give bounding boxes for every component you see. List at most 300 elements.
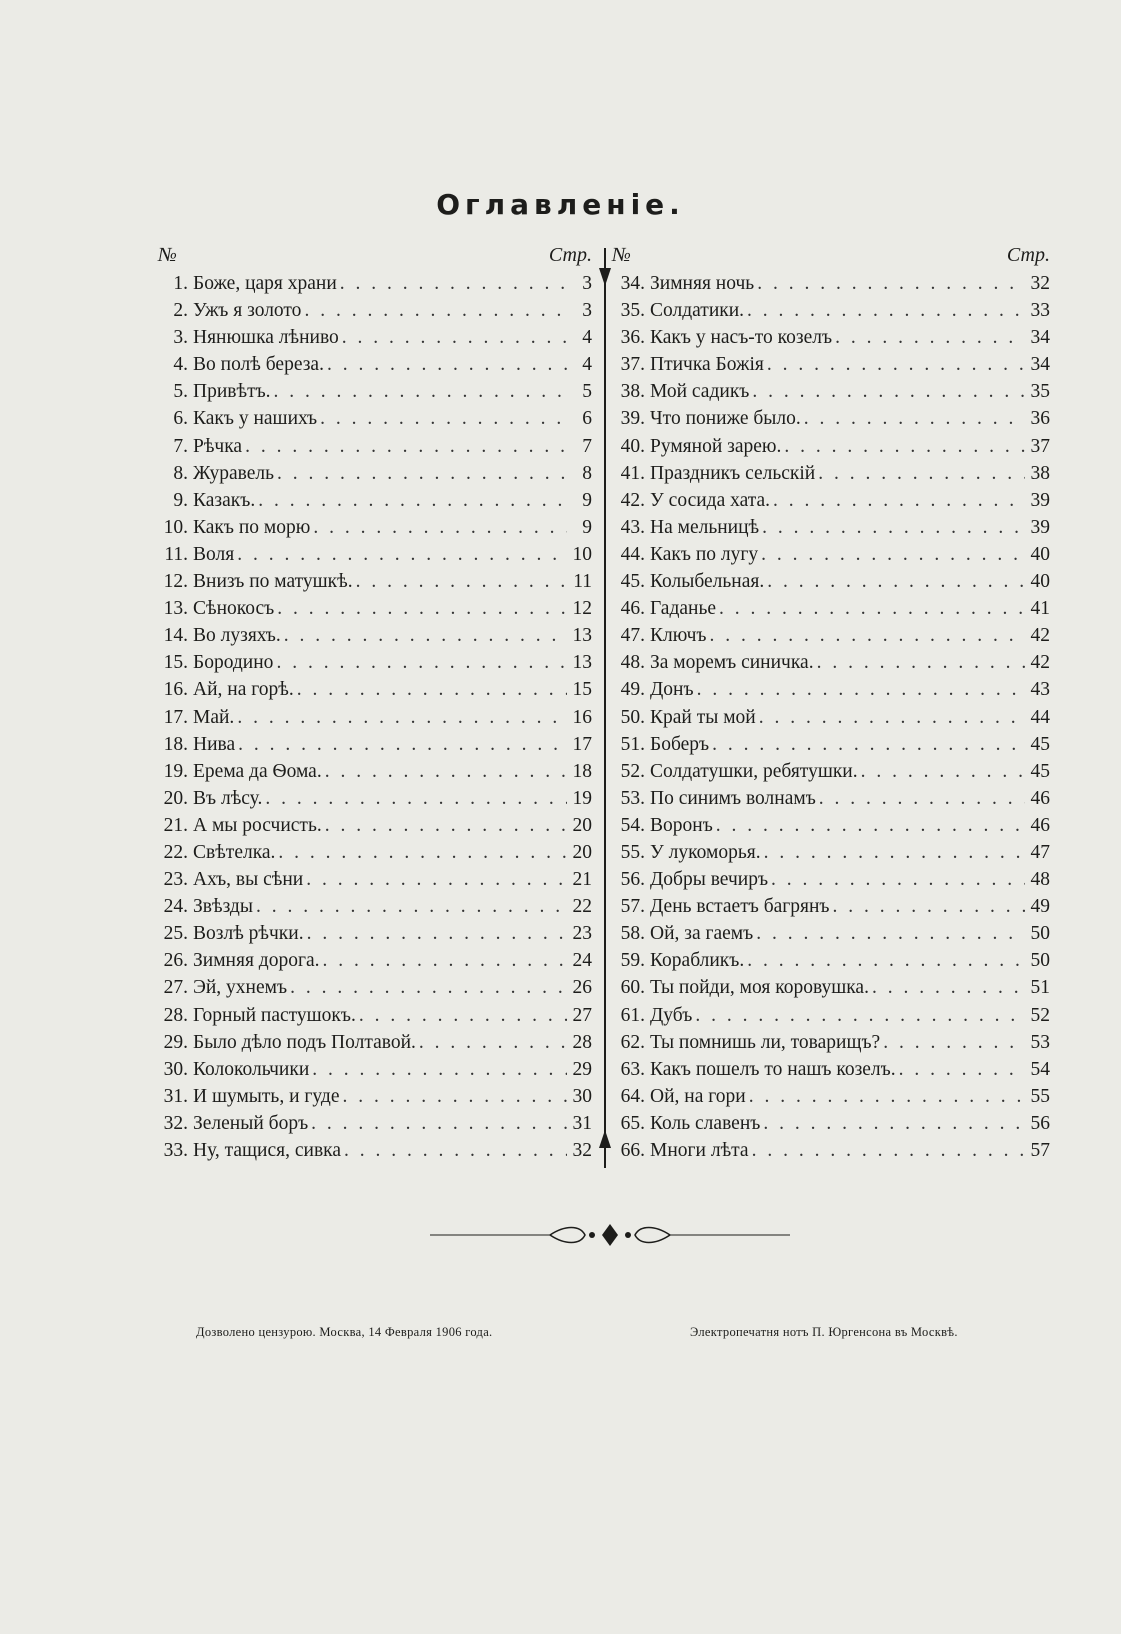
toc-entry [152, 541, 592, 568]
entry-number: 44. [620, 543, 645, 565]
entry-page: 55 [1030, 1085, 1050, 1107]
entry-number: 26. [163, 950, 188, 972]
entry-number: 4. [173, 354, 188, 376]
entry-page: 8 [582, 462, 592, 484]
entry-title: За моремъ синичка. [650, 652, 814, 674]
entry-leader-dots [340, 270, 567, 297]
entry-number: 49. [620, 679, 645, 701]
toc-entry [612, 433, 1050, 460]
entry-leader-dots [419, 1029, 567, 1056]
entry-number: 64. [620, 1085, 645, 1107]
entry-title: Боберъ [650, 733, 710, 755]
entry-title: Птичка Божія [650, 354, 764, 376]
entry-number: 36. [620, 327, 645, 349]
toc-entry [152, 351, 592, 378]
printer-note: Электропечатня нотъ П. Юргенсона въ Москвѣ. [690, 1325, 958, 1339]
entry-title: Бородино [193, 652, 274, 674]
entry-title: Ахъ, вы сѣни [193, 869, 304, 891]
toc-entry [152, 1056, 592, 1083]
entry-leader-dots [747, 947, 1025, 974]
entry-title: Журавель [193, 462, 275, 484]
entry-number: 42. [620, 489, 645, 511]
page-title: Оглавленiе. [436, 188, 685, 221]
entry-number: 21. [163, 814, 188, 836]
entry-title: Зеленый боръ [193, 1112, 309, 1134]
entry-page: 37 [1030, 435, 1050, 457]
toc-entry [612, 812, 1050, 839]
entry-leader-dots [784, 433, 1025, 460]
entry-leader-dots [697, 676, 1025, 703]
toc-entry [612, 1029, 1050, 1056]
entry-title: Май. [193, 706, 235, 728]
entry-leader-dots [757, 270, 1025, 297]
entry-page: 43 [1030, 679, 1050, 701]
toc-entry [152, 866, 592, 893]
toc-entry [152, 595, 592, 622]
entry-number: 17. [163, 706, 188, 728]
entry-number: 56. [620, 869, 645, 891]
entry-number: 24. [163, 896, 188, 918]
entry-title: Эй, ухнемъ [193, 977, 288, 999]
entry-title: Зимняя ночь [650, 273, 755, 294]
toc-right-column [612, 244, 1050, 1164]
toc-entry [612, 324, 1050, 351]
entry-page: 26 [572, 977, 592, 999]
entry-leader-dots [284, 622, 567, 649]
toc-entry [612, 405, 1050, 432]
entry-leader-dots [320, 405, 567, 432]
entry-title: Въ лѣсу. [193, 787, 263, 809]
entry-title: Какъ по морю [193, 516, 311, 538]
entry-number: 35. [620, 300, 645, 322]
entry-number: 22. [163, 841, 188, 863]
toc-entry [612, 378, 1050, 405]
entry-page: 30 [572, 1085, 592, 1107]
toc-entry [152, 324, 592, 351]
entry-title: Донъ [650, 679, 694, 701]
entry-title: Край ты мой [650, 706, 756, 728]
entry-leader-dots [359, 1002, 567, 1029]
entry-page: 4 [582, 327, 592, 349]
entry-number: 25. [163, 923, 188, 945]
entry-page: 15 [572, 679, 592, 701]
entry-leader-dots [833, 893, 1025, 920]
toc-entry [612, 595, 1050, 622]
entry-leader-dots [817, 649, 1025, 676]
entry-title: Горный пастушокъ. [193, 1004, 356, 1026]
entry-number: 50. [620, 706, 645, 728]
column-header [152, 244, 592, 270]
entry-number: 7. [173, 435, 188, 457]
entry-leader-dots [325, 758, 567, 785]
column-header [612, 244, 1050, 270]
entry-number: 9. [173, 489, 188, 511]
entry-leader-dots [278, 839, 567, 866]
entry-title: У сосида хата. [650, 489, 771, 511]
toc-entry [612, 460, 1050, 487]
entry-page: 52 [1030, 1004, 1050, 1026]
entry-title: Ой, за гаемъ [650, 923, 754, 945]
toc-entry [152, 974, 592, 1001]
entry-page: 50 [1030, 923, 1050, 945]
entry-leader-dots [899, 1056, 1025, 1083]
entry-leader-dots [872, 974, 1025, 1001]
entry-leader-dots [712, 731, 1025, 758]
entry-title: Ерема да Ѳома. [193, 760, 322, 782]
entry-page: 3 [582, 300, 592, 322]
toc-entry [152, 812, 592, 839]
entry-number: 54. [620, 814, 645, 836]
entry-page: 33 [1030, 300, 1050, 322]
entry-page: 20 [572, 814, 592, 836]
toc-entry [612, 1002, 1050, 1029]
entry-page: 46 [1030, 787, 1050, 809]
entry-title: Праздникъ сельскій [650, 462, 816, 484]
entry-leader-dots [307, 920, 567, 947]
entry-page: 6 [582, 408, 592, 430]
toc-entry [612, 839, 1050, 866]
entry-page: 12 [572, 598, 592, 620]
entry-number: 58. [620, 923, 645, 945]
entry-leader-dots [709, 622, 1025, 649]
entry-page: 9 [582, 516, 592, 538]
toc-entry [612, 1083, 1050, 1110]
entry-title: По синимъ волнамъ [650, 787, 816, 809]
entry-number: 40. [620, 435, 645, 457]
toc-entry [152, 1029, 592, 1056]
entry-title: Нянюшка лѣниво [193, 327, 339, 349]
entry-number: 14. [163, 625, 188, 647]
entry-title: А мы росчисть. [193, 814, 322, 836]
entry-title: Свѣтелка. [193, 841, 276, 863]
entry-leader-dots [759, 704, 1025, 731]
entry-title: Многи лѣта [650, 1140, 749, 1161]
entry-number: 53. [620, 787, 645, 809]
entry-number: 38. [620, 381, 645, 403]
entry-title: Внизъ по матушкѣ. [193, 571, 353, 593]
entry-page: 31 [572, 1112, 592, 1134]
toc-entry [152, 487, 592, 514]
entry-title: Воронъ [650, 814, 713, 836]
toc-entry [152, 378, 592, 405]
entry-page: 11 [573, 571, 592, 593]
entry-number: 46. [620, 598, 645, 620]
toc-entry [152, 920, 592, 947]
entry-leader-dots [323, 947, 568, 974]
toc-entry [612, 541, 1050, 568]
entry-title: И шумыть, и гуде [193, 1085, 340, 1107]
entry-leader-dots [245, 433, 567, 460]
entry-title: Дубъ [650, 1004, 693, 1026]
entry-title: Какъ по лугу [650, 543, 759, 565]
entry-page: 29 [572, 1058, 592, 1080]
toc-entry [152, 758, 592, 785]
entry-page: 13 [572, 652, 592, 674]
entry-leader-dots [819, 785, 1025, 812]
entry-page: 57 [1030, 1140, 1050, 1161]
entry-leader-dots [342, 1083, 567, 1110]
entry-page: 42 [1030, 625, 1050, 647]
entry-number: 62. [620, 1031, 645, 1053]
entry-page: 48 [1030, 869, 1050, 891]
entry-title: Колыбельная. [650, 571, 765, 593]
entry-leader-dots [290, 974, 567, 1001]
entry-leader-dots [883, 1029, 1025, 1056]
entry-page: 10 [572, 543, 592, 565]
entry-number: 45. [620, 571, 645, 593]
toc-entry [152, 297, 592, 324]
entry-page: 50 [1030, 950, 1050, 972]
toc-entry [152, 893, 592, 920]
entry-leader-dots [237, 704, 567, 731]
entry-title: Какъ у нашихъ [193, 408, 318, 430]
entry-page: 45 [1030, 733, 1050, 755]
entry-page: 49 [1030, 896, 1050, 918]
entry-leader-dots [356, 568, 567, 595]
toc-entry [612, 1110, 1050, 1137]
entry-title: Казакъ. [193, 489, 256, 511]
entry-title: Было дѣло подъ Полтавой. [193, 1031, 416, 1053]
entry-title: Ты помнишь ли, товарищъ? [650, 1031, 881, 1053]
entry-page: 51 [1030, 977, 1050, 999]
entry-title: Во полѣ береза. [193, 354, 324, 376]
entry-title: Колокольчики [193, 1058, 310, 1080]
entry-number: 23. [163, 869, 188, 891]
toc-list-left [152, 270, 592, 1164]
entry-number: 29. [163, 1031, 188, 1053]
entry-title: Какъ у насъ-то козелъ [650, 327, 833, 349]
entry-leader-dots [325, 812, 567, 839]
toc-entry [612, 731, 1050, 758]
entry-title: День встаетъ багрянъ [650, 896, 830, 918]
toc-entry [152, 514, 592, 541]
entry-number: 61. [620, 1004, 645, 1026]
toc-left-column [152, 244, 592, 1164]
page-header: Стр. [548, 244, 592, 266]
entry-title: Ой, на гори [650, 1085, 746, 1107]
entry-title: Корабликъ. [650, 950, 745, 972]
entry-title: Возлѣ рѣчки. [193, 923, 304, 945]
entry-leader-dots [313, 514, 567, 541]
entry-number: 51. [620, 733, 645, 755]
toc-entry [612, 568, 1050, 595]
entry-number: 5. [173, 381, 188, 403]
entry-title: Солдатушки, ребятушки. [650, 760, 858, 782]
entry-leader-dots [238, 731, 567, 758]
entry-leader-dots [306, 866, 567, 893]
toc-entry [152, 622, 592, 649]
entry-page: 56 [1030, 1112, 1050, 1134]
entry-title: Добры вечиръ [650, 869, 769, 891]
toc-entry [612, 704, 1050, 731]
ornament-divider-icon [430, 1220, 790, 1250]
entry-page: 19 [572, 787, 592, 809]
entry-page: 45 [1030, 760, 1050, 782]
entry-number: 66. [620, 1140, 645, 1161]
entry-number: 1. [173, 273, 188, 294]
entry-leader-dots [861, 758, 1025, 785]
entry-title: Звѣзды [193, 896, 253, 918]
entry-number: 34. [620, 273, 645, 294]
number-header: № [158, 244, 177, 266]
entry-title: Гаданье [650, 598, 717, 620]
entry-number: 59. [620, 950, 645, 972]
entry-number: 41. [620, 462, 645, 484]
entry-number: 12. [163, 571, 188, 593]
toc-entry [612, 622, 1050, 649]
entry-leader-dots [747, 297, 1025, 324]
toc-entry [152, 704, 592, 731]
entry-title: Ключъ [650, 625, 707, 647]
toc-list-right [612, 270, 1050, 1164]
entry-title: Солдатики. [650, 300, 745, 322]
column-divider [598, 248, 612, 1168]
entry-page: 9 [582, 489, 592, 511]
toc-entry [612, 649, 1050, 676]
entry-leader-dots [274, 378, 567, 405]
entry-leader-dots [767, 351, 1025, 378]
toc-entry [152, 1083, 592, 1110]
entry-leader-dots [763, 1110, 1025, 1137]
entry-title: Что пониже было. [650, 408, 801, 430]
entry-number: 3. [173, 327, 188, 349]
entry-leader-dots [312, 1056, 567, 1083]
entry-leader-dots [327, 351, 567, 378]
toc-entry [152, 676, 592, 703]
entry-leader-dots [752, 1137, 1025, 1164]
entry-leader-dots [756, 920, 1025, 947]
entry-number: 32. [163, 1112, 188, 1134]
entry-page: 34 [1030, 354, 1050, 376]
entry-leader-dots [276, 649, 567, 676]
entry-page: 16 [572, 706, 592, 728]
entry-title: Боже, царя храни [193, 273, 337, 294]
entry-page: 23 [572, 923, 592, 945]
entry-leader-dots [311, 1110, 567, 1137]
entry-leader-dots [258, 487, 567, 514]
entry-page: 41 [1030, 598, 1050, 620]
entry-leader-dots [297, 676, 567, 703]
entry-leader-dots [764, 839, 1025, 866]
entry-title: Румяной зарею. [650, 435, 782, 457]
entry-number: 15. [163, 652, 188, 674]
entry-leader-dots [716, 812, 1025, 839]
toc-entry [612, 270, 1050, 297]
entry-title: Какъ пошелъ то нашъ козелъ. [650, 1058, 896, 1080]
entry-page: 4 [582, 354, 592, 376]
entry-number: 43. [620, 516, 645, 538]
entry-leader-dots [719, 595, 1025, 622]
entry-leader-dots [749, 1083, 1025, 1110]
entry-page: 17 [572, 733, 592, 755]
entry-title: Ай, на горѣ. [193, 679, 294, 701]
entry-number: 11. [164, 543, 188, 565]
entry-page: 39 [1030, 516, 1050, 538]
entry-title: Мой садикъ [650, 381, 750, 403]
toc-entry [612, 974, 1050, 1001]
entry-title: Ты пойди, моя коровушка. [650, 977, 869, 999]
entry-page: 36 [1030, 408, 1050, 430]
entry-title: Зимняя дорога. [193, 950, 320, 972]
entry-number: 19. [163, 760, 188, 782]
entry-title: Во лузяхъ. [193, 625, 281, 647]
entry-page: 32 [572, 1140, 592, 1161]
entry-leader-dots [767, 568, 1025, 595]
entry-number: 6. [173, 408, 188, 430]
entry-number: 37. [620, 354, 645, 376]
toc-entry [612, 893, 1050, 920]
entry-number: 8. [173, 462, 188, 484]
toc-entry [152, 1002, 592, 1029]
entry-leader-dots [344, 1137, 567, 1164]
entry-title: Коль славенъ [650, 1112, 761, 1134]
entry-page: 40 [1030, 543, 1050, 565]
toc-entry [152, 1137, 592, 1164]
toc-entry [612, 676, 1050, 703]
entry-number: 39. [620, 408, 645, 430]
toc-entry [612, 514, 1050, 541]
entry-number: 28. [163, 1004, 188, 1026]
entry-number: 52. [620, 760, 645, 782]
entry-number: 31. [163, 1085, 188, 1107]
entry-number: 47. [620, 625, 645, 647]
entry-page: 39 [1030, 489, 1050, 511]
toc-entry [152, 839, 592, 866]
entry-page: 28 [572, 1031, 592, 1053]
entry-leader-dots [762, 514, 1025, 541]
entry-number: 55. [620, 841, 645, 863]
entry-page: 38 [1030, 462, 1050, 484]
entry-page: 5 [582, 381, 592, 403]
entry-page: 44 [1030, 706, 1050, 728]
censorship-note: Дозволено цензурою. Москва, 14 Февраля 1906 года. [196, 1325, 493, 1339]
entry-page: 22 [572, 896, 592, 918]
toc-entry [612, 758, 1050, 785]
entry-leader-dots [695, 1002, 1025, 1029]
entry-page: 47 [1030, 841, 1050, 863]
entry-page: 21 [572, 869, 592, 891]
toc-entry [612, 1056, 1050, 1083]
toc-entry [152, 460, 592, 487]
entry-page: 27 [572, 1004, 592, 1026]
entry-page: 53 [1030, 1031, 1050, 1053]
toc-entry [152, 433, 592, 460]
entry-page: 32 [1030, 273, 1050, 294]
toc-entry [152, 568, 592, 595]
entry-page: 13 [572, 625, 592, 647]
entry-page: 40 [1030, 571, 1050, 593]
toc-entry [612, 866, 1050, 893]
entry-number: 2. [173, 300, 188, 322]
entry-number: 10. [163, 516, 188, 538]
entry-leader-dots [237, 541, 567, 568]
entry-number: 63. [620, 1058, 645, 1080]
entry-title: Воля [193, 543, 235, 565]
toc-entry [152, 785, 592, 812]
entry-leader-dots [342, 324, 567, 351]
entry-page: 20 [572, 841, 592, 863]
entry-title: Привѣтъ. [193, 381, 271, 403]
entry-leader-dots [752, 378, 1025, 405]
toc-entry [152, 405, 592, 432]
entry-leader-dots [804, 405, 1025, 432]
entry-page: 24 [572, 950, 592, 972]
toc-entry [612, 297, 1050, 324]
entry-title: Рѣчка [193, 435, 243, 457]
entry-page: 35 [1030, 381, 1050, 403]
toc-entry [612, 1137, 1050, 1164]
entry-number: 20. [163, 787, 188, 809]
